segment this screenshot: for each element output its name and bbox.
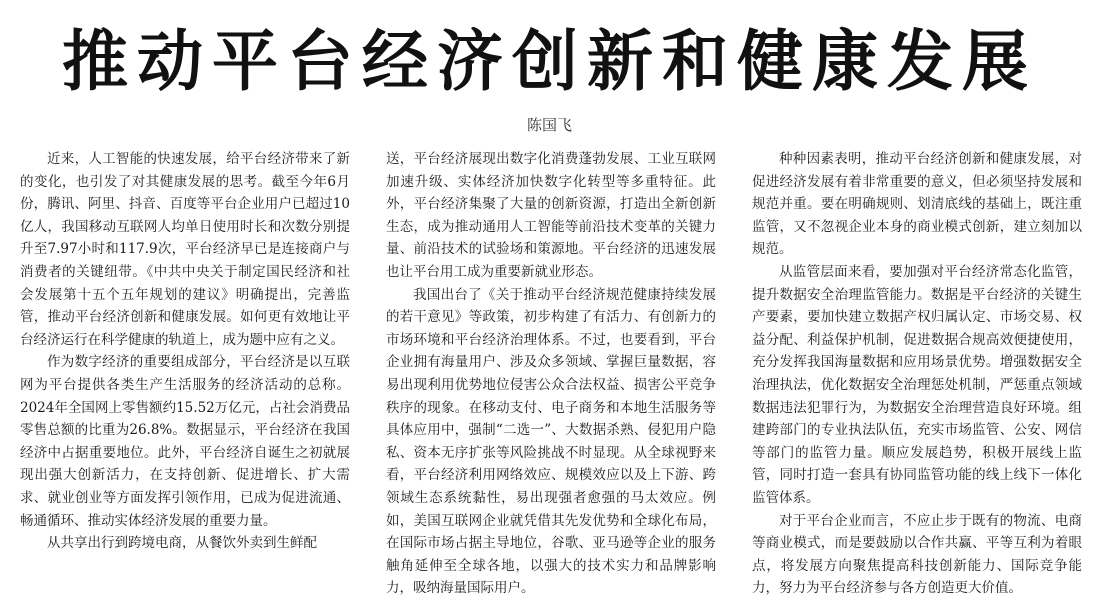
paragraph: 我国出台了《关于推动平台经济规范健康持续发展的若干意见》等政策，初步构建了有活力、有创新力的市场环境和平台经济治理体系。不过，也要看到，平台企业拥有海量用户、涉及众多领域、掌握巨量数据，容易出现利用优势地位侵害公众合法权益、损害公平竞争秩序的现象。在移动支付、电子商务和本地生活服务等具体应用中，强制“二选一”、大数据杀熟、侵犯用户隐私、资本无序扩张等风险挑战不时显现。从全球视野来看，平台经济利用网络效应、规模效应以及上下游、跨领域生态系统黏性，易出现强者愈强的马太效应。例如，美国互联网企业就凭借其先发优势和全球化布局，在国际市场占据主导地位，谷歌、亚马逊等企业的服务触角延伸至全球各地，以强大的技术实力和品牌影响力，吸纳海量国际用户。 [386, 286, 716, 597]
paragraph: 从共享出行到跨境电商，从餐饮外卖到生鲜配 [47, 535, 317, 552]
article-headline: 推动平台经济创新和健康发展 [62, 23, 1037, 100]
author-byline: 陈国飞 [526, 116, 572, 134]
paragraph: 近来，人工智能的快速发展，给平台经济带来了新的变化，也引发了对其健康发展的思考。截至今年6月份，腾讯、阿里、抖音、百度等平台企业用户已超过10亿人，我国移动互联网人均单日使用时长和次数分别提升至7.97小时和117.9次，平台经济早已是连接商户与消费者的关键纽带。《中共中央关于制定国民经济和社会发展第十五个五年规划的建议》明确提出，完善监管，推动平台经济创新和健康发展。如何更有效地让平台经济运行在科学健康的轨道上，成为题中应有之义。 [20, 151, 350, 348]
paragraph: 对于平台企业而言，不应止步于既有的物流、电商等商业模式，而是要鼓励以合作共赢、平等互利为着眼点，将发展方向聚焦提高科技创新能力、国际竞争能力，努力为平台经济参与各方创造更大价值。 [752, 512, 1082, 597]
paragraph: 从监管层面来看，要加强对平台经济常态化监管，提升数据安全治理监管能力。数据是平台经济的关键生产要素，要加快建立数据产权归属认定、市场交易、权益分配、利益保护机制，促进数据合规高效便捷使用，充分发挥我国海量数据和应用场景优势。增强数据安全治理执法，优化数据安全治理惩处机制，严惩重点领域数据违法犯罪行为，为数据安全治理营造良好环境。组建跨部门的专业执法队伍，充实市场监管、公安、网信等部门的监管力量。顺应发展趋势，积极开展线上监管，同时打造一套具有协同监管功能的线上线下一体化监管体系。 [752, 263, 1082, 506]
text-column-2 [386, 148, 716, 600]
paragraph: 种种因素表明，推动平台经济创新和健康发展，对促进经济发展有着非常重要的意义，但必须坚持发展和规范并重。要在明确规则、划清底线的基础上，既注重监管，又不忽视企业本身的商业模式创新，建立刻加以规范。 [752, 151, 1082, 258]
text-column-1 [20, 148, 350, 555]
text-column-3 [752, 148, 1082, 600]
paragraph: 作为数字经济的重要组成部分，平台经济是以互联网为平台提供各类生产生活服务的经济活动的总称。2024年全国网上零售额约15.52万亿元，占社会消费品零售总额的比重为26.8%。数据显示，平台经济在我国经济中占据重要地位。此外，平台经济自诞生之初就展现出强大创新活力，在支持创新、促进增长、扩大需求、就业创业等方面发挥引领作用，已成为促进流通、畅通循环、推动实体经济发展的重要力量。 [20, 354, 350, 529]
paragraph: 送，平台经济展现出数字化消费蓬勃发展、工业互联网加速升级、实体经济加快数字化转型等多重特征。此外，平台经济集聚了大量的创新资源，打造出全新创新生态，成为推动通用人工智能等前沿技术变革的关键力量、前沿技术的试验场和策源地。平台经济的迅速发展也让平台用工成为重要新就业形态。 [386, 151, 716, 280]
